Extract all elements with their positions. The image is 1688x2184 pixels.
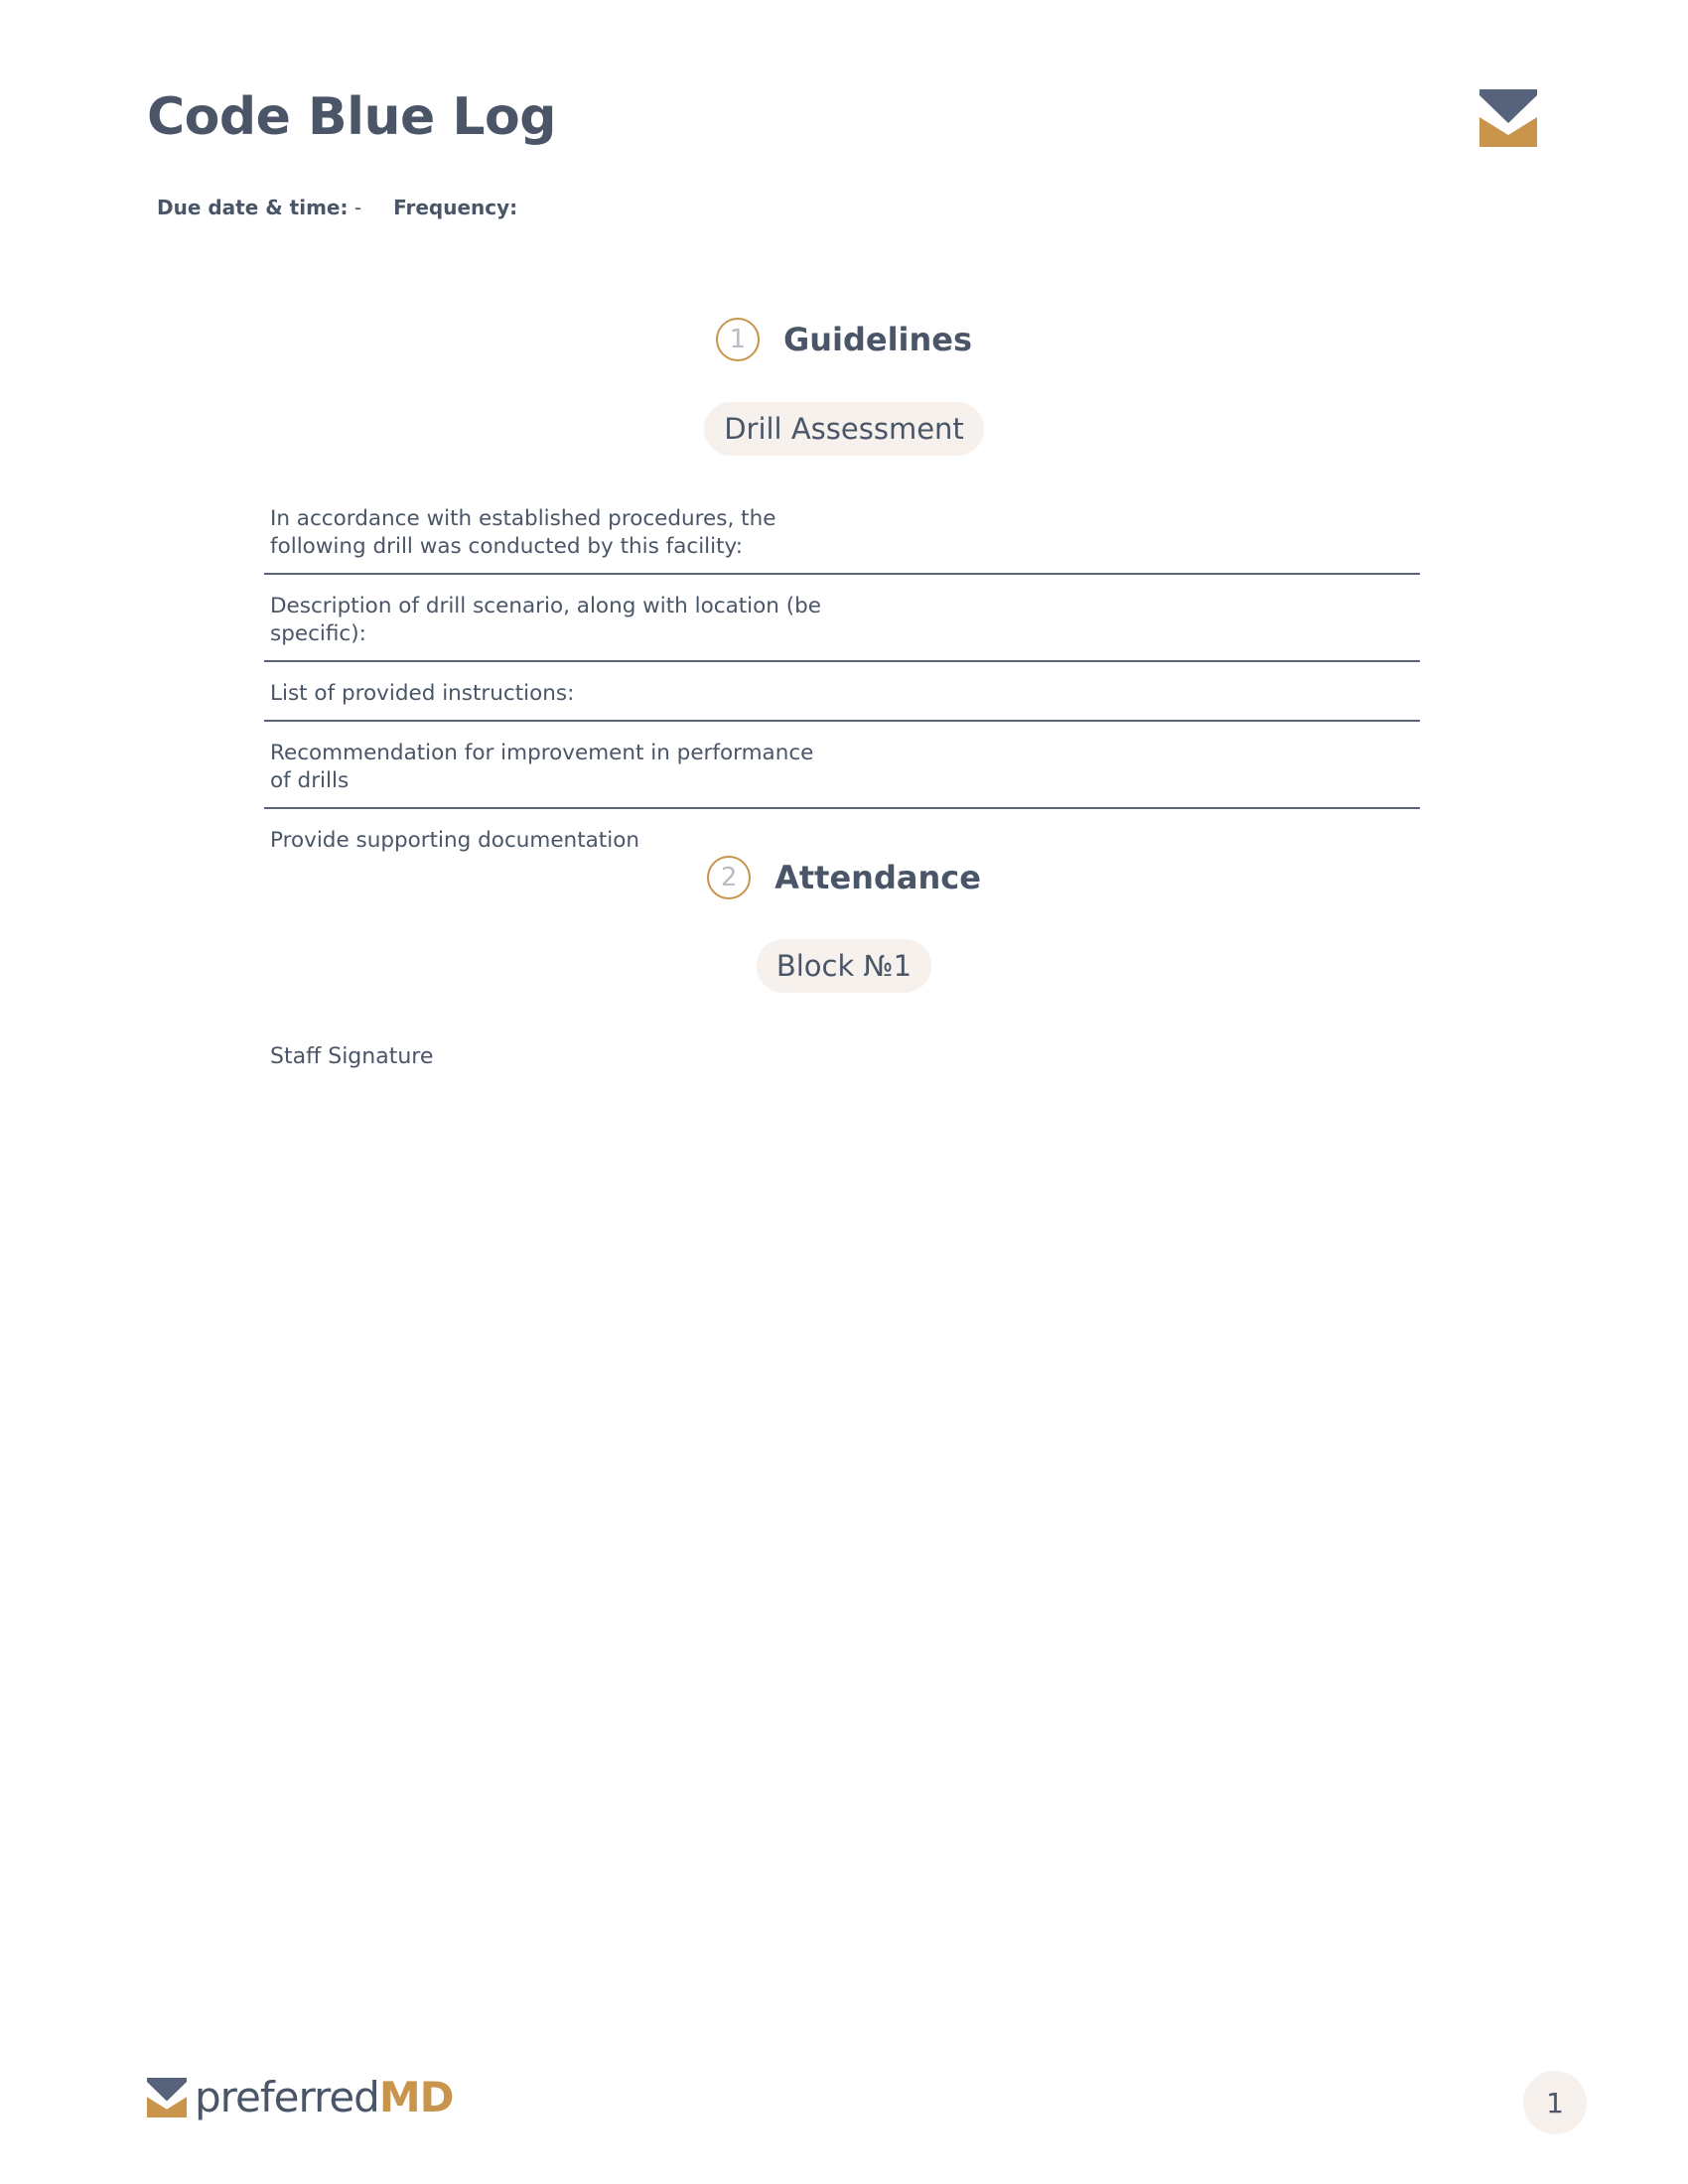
form-row[interactable]	[264, 676, 1420, 722]
section-title: Attendance	[774, 859, 981, 896]
due-date-label: Due date & time:	[157, 196, 349, 219]
row-label: In accordance with established procedures, the following drill was conducted by this facility:	[270, 506, 776, 559]
section-number: 1	[716, 318, 760, 361]
block-pill-wrap	[0, 939, 1688, 993]
row-label: Recommendation for improvement in performance of drills	[270, 741, 814, 793]
block-title: Drill Assessment	[704, 402, 984, 456]
brand-logo-icon	[147, 2078, 187, 2117]
form-row[interactable]	[264, 589, 1420, 662]
section-attendance-header	[0, 856, 1688, 899]
brand-name	[195, 2073, 454, 2121]
block-pill-wrap	[0, 402, 1688, 456]
footer-logo	[147, 2073, 454, 2121]
section-title: Guidelines	[782, 321, 973, 358]
page-title: Code Blue Log	[147, 87, 556, 147]
page-number: 1	[1523, 2071, 1587, 2134]
block-title: Block №1	[757, 939, 931, 993]
section-guidelines-header	[0, 318, 1688, 361]
due-date-field	[157, 196, 361, 219]
drill-assessment-rows	[264, 501, 1420, 881]
frequency-field	[393, 196, 517, 219]
brand-prefix: preferred	[195, 2073, 379, 2121]
staff-signature-label: Staff Signature	[270, 1044, 434, 1069]
logo-icon	[1479, 89, 1537, 147]
row-label: Description of drill scenario, along with location (be specific):	[270, 594, 822, 646]
row-label: List of provided instructions:	[270, 681, 575, 706]
frequency-label: Frequency:	[393, 196, 518, 219]
brand-suffix: MD	[378, 2073, 454, 2121]
form-row[interactable]	[264, 501, 1420, 575]
form-row[interactable]	[264, 736, 1420, 809]
meta-bar	[157, 196, 517, 219]
section-number: 2	[707, 856, 751, 899]
due-date-value: -	[353, 196, 362, 219]
row-label: Provide supporting documentation	[270, 828, 639, 853]
